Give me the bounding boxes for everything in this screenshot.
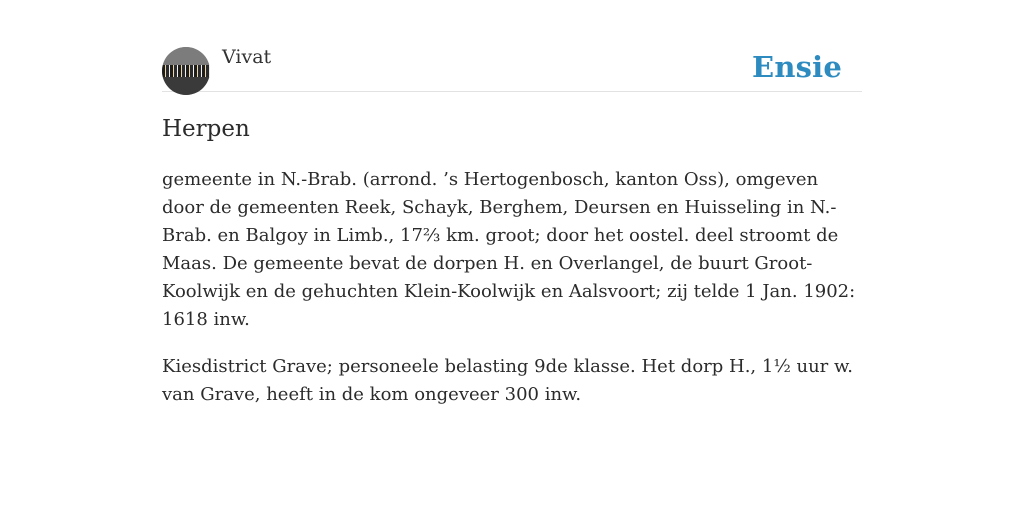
page-title: Herpen — [162, 116, 250, 142]
avatar-shelf — [162, 77, 210, 95]
avatar-background — [162, 47, 210, 65]
header — [162, 0, 862, 92]
brand-logo[interactable]: Ensie — [752, 50, 842, 84]
site-name[interactable]: Vivat — [222, 46, 272, 68]
page-container — [162, 0, 862, 409]
article-body — [162, 166, 862, 409]
paragraph: gemeente in N.-Brab. (arrond. ’s Hertogenbosch, kanton Oss), omgeven door de gemeenten Reek, Schayk, Berghem, Deursen en Huisseling in N.-Brab. en Balgoy in Limb., 17⅔ km. groot; door het oostel. deel stroomt de Maas. De gemeente bevat de dorpen H. en Overlangel, de buurt Groot-Koolwijk en de gehuchten Klein-Koolwijk en Aalsvoort; zij telde 1 Jan. 1902: 1618 inw. — [162, 169, 856, 330]
avatar[interactable] — [162, 47, 210, 95]
bookshelf-icon — [162, 65, 210, 77]
paragraph: Kiesdistrict Grave; personeele belasting 9de klasse. Het dorp H., 1½ uur w. van Grave, heeft in de kom ongeveer 300 inw. — [162, 356, 853, 405]
